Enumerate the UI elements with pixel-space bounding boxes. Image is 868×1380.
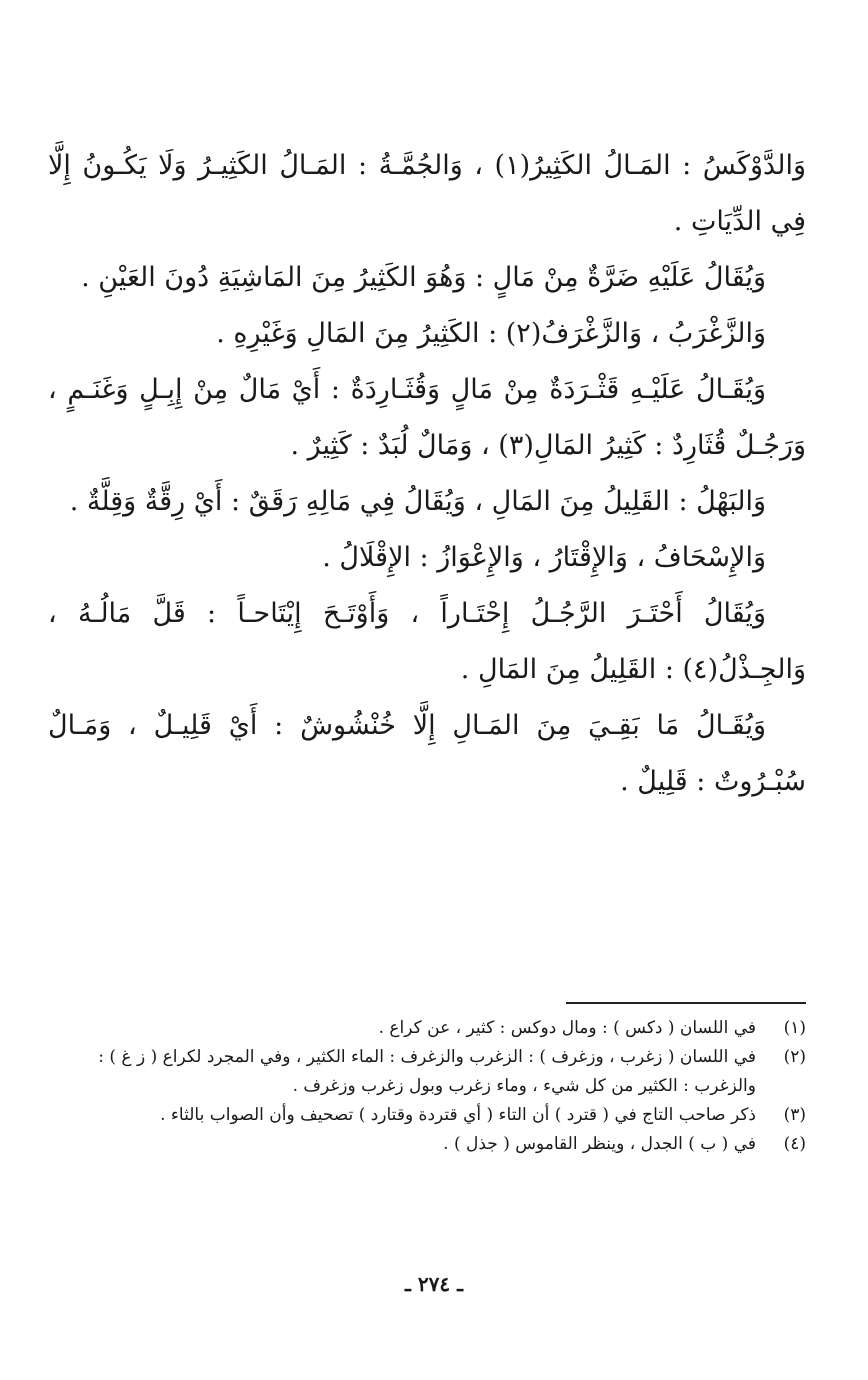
paragraph-6: وَالإِسْحَافُ ، وَالإِقْتَارُ ، وَالإِعْوَازُ : الإِقْلَالُ . [322,542,766,573]
footnote-4 [48,1130,806,1159]
paragraph-7: وَيُقَالُ أَحْتَـرَ الرَّجُـلُ إِحْتَـاراً ، وَأَوْتَـحَ إِيْتَاحـاً : قَلَّ مَالُـهُ ، وَالجِـذْلُ(٤) : القَلِيلُ مِنَ المَالِ . [48,598,806,685]
footnote-2 [48,1043,806,1101]
footnote-3 [48,1101,806,1130]
footnote-text: في ( ب ) الجدل ، وينظر القاموس ( جذل ) . [443,1134,756,1154]
footnote-text: في اللسان ( زغرب ، وزغرف ) : الزغرب والزغرف : الماء الكثير ، وفي المجرد لكراع ( ز غ ) : والزغرب : الكثير من كل شيء ، وماء زغرب وبول زغرب وزغرف . [98,1047,756,1096]
main-text [48,138,806,810]
footnote-text: ذكر صاحب التاج في ( قترد ) أن التاء ( أي قتردة وقتارد ) تصحيف وأن الصواب بالثاء . [160,1105,756,1125]
paragraph-5: وَالبَهْلُ : القَلِيلُ مِنَ المَالِ ، وَيُقَالُ فِي مَالِهِ رَقَقٌ : أَيْ رِقَّةٌ وَقِلَّةٌ . [69,486,766,517]
paragraph-8: وَيُقَـالُ مَا بَقِـيَ مِنَ المَـالِ إِلَّا خُنْشُوشٌ : أَيْ قَلِيـلٌ ، وَمَـالٌ سُبْـرُوتٌ : قَلِيلٌ . [48,710,806,797]
footnote-divider [566,1002,806,1004]
footnotes [48,1014,806,1159]
paragraph-1: وَالدَّوْكَسُ : المَـالُ الكَثِيرُ(١) ، وَالجُمَّـةُ : المَـالُ الكَثِيـرُ وَلَا يَكُـونُ إِلَّا فِي الدِّيَاتِ . [48,150,806,237]
paragraph-3: وَالزَّغْرَبُ ، وَالزَّغْرَفُ(٢) : الكَثِيرُ مِنَ المَالِ وَغَيْرِهِ . [216,318,766,349]
footnote-number: (١) [783,1018,806,1038]
footnote-text: في اللسان ( دكس ) : ومال دوكس : كثير ، عن كراع . [378,1018,756,1038]
footnote-number: (٢) [783,1047,806,1067]
footnote-number: (٣) [783,1105,806,1125]
footnote-number: (٤) [783,1134,806,1154]
footnote-1 [48,1014,806,1043]
paragraph-4: وَيُقَـالُ عَلَيْـهِ قَثْـرَدَةٌ مِنْ مَالٍ وَقُثَـارِدَةٌ : أَيْ مَالٌ مِنْ إِبِـلٍ وَغَنَـمٍ ، وَرَجُـلٌ قُثَارِدٌ : كَثِيرُ المَالِ(٣) ، وَمَالٌ لُبَدٌ : كَثِيرٌ . [48,374,806,461]
page-number: ـ ٢٧٤ ـ [405,1272,463,1296]
paragraph-2: وَيُقَالُ عَلَيْهِ ضَرَّةٌ مِنْ مَالٍ : وَهُوَ الكَثِيرُ مِنَ المَاشِيَةِ دُونَ العَيْنِ . [81,262,766,293]
